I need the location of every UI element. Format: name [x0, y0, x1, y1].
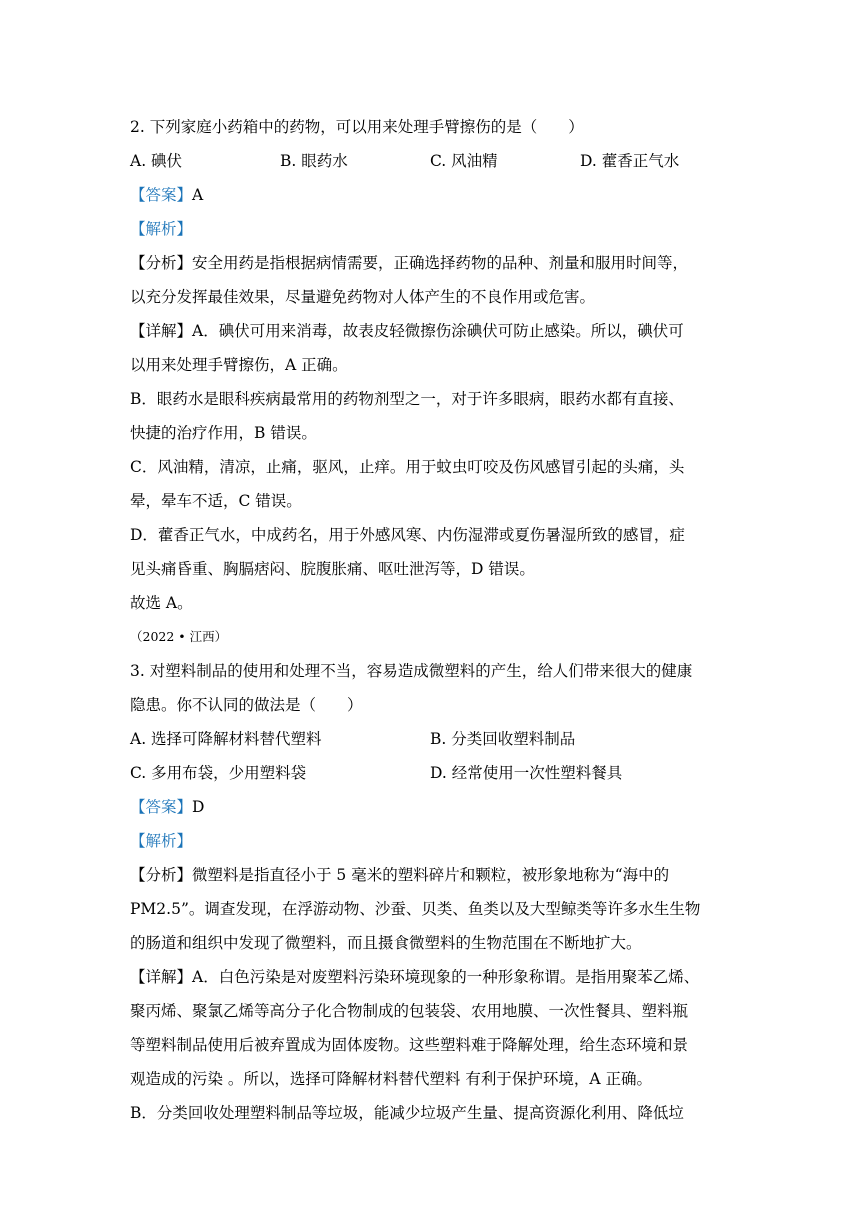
question-3-answer: [130, 790, 730, 824]
analysis-line: B．分类回收处理塑料制品等垃圾，能减少垃圾产生量、提高资源化利用、降低垃: [130, 1104, 684, 1122]
analysis-line: 快捷的治疗作用，B 错误。: [130, 424, 317, 442]
option-d: D. 藿香正气水: [580, 152, 680, 170]
question-3-options-row-2: [130, 756, 730, 790]
analysis-line: PM2.5”。调查发现，在浮游动物、沙蚕、贝类、鱼类以及大型鲸类等许多水生生物: [130, 900, 701, 918]
question-3-stem: 3. 对塑料制品的使用和处理不当，容易造成微塑料的产生，给人们带来很大的健康: [130, 662, 693, 680]
option-c: C. 风油精: [430, 152, 498, 170]
analysis-line: C．风油精，清凉，止痛，驱风，止痒。用于蚊虫叮咬及伤风感冒引起的头痛，头: [130, 458, 685, 476]
analysis-line: 观造成的污染 。所以，选择可降解材料替代塑料 有利于保护环境，A 正确。: [130, 1070, 652, 1088]
option-d: D. 经常使用一次性塑料餐具: [430, 764, 623, 782]
question-2-options: [130, 144, 730, 178]
answer-tag: 【答案】: [130, 186, 193, 204]
analysis-line: 【详解】A．碘伏可用来消毒，故表皮轻微擦伤涂碘伏可防止感染。所以，碘伏可: [130, 322, 684, 340]
option-b: B. 分类回收塑料制品: [430, 730, 576, 748]
question-3-options-row-1: [130, 722, 730, 756]
question-2-analysis-tag: 【解析】: [130, 220, 193, 238]
analysis-line: 晕，晕车不适，C 错误。: [130, 492, 302, 510]
analysis-line: 见头痛昏重、胸膈痞闷、脘腹胀痛、呕吐泄泻等，D 错误。: [130, 560, 535, 578]
analysis-line: 【详解】A．白色污染是对废塑料污染环境现象的一种形象称谓。是指用聚苯乙烯、: [130, 968, 700, 986]
option-c: C. 多用布袋，少用塑料袋: [130, 764, 307, 782]
analysis-line: 聚丙烯、聚氯乙烯等高分子化合物制成的包装袋、农用地膜、一次性餐具、塑料瓶: [130, 1002, 689, 1020]
document-page: [130, 110, 730, 1130]
question-3-source: （2022 • 江西）: [130, 629, 228, 644]
option-a: A. 选择可降解材料替代塑料: [130, 730, 322, 748]
analysis-line: 【分析】安全用药是指根据病情需要，正确选择药物的品种、剂量和服用时间等，: [130, 254, 689, 272]
answer-value: D: [192, 798, 205, 816]
answer-value: A: [192, 186, 204, 204]
question-3-analysis-tag: 【解析】: [130, 832, 193, 850]
analysis-line: B．眼药水是眼科疾病最常用的药物剂型之一，对于许多眼病，眼药水都有直接、: [130, 390, 684, 408]
analysis-line: 故选 A。: [130, 594, 193, 612]
analysis-line: D．藿香正气水，中成药名，用于外感风寒、内伤湿滞或夏伤暑湿所致的感冒，症: [130, 526, 685, 544]
question-3-stem: 隐患。你不认同的做法是（ ）: [130, 696, 363, 714]
analysis-line: 的肠道和组织中发现了微塑料，而且摄食微塑料的生物范围在不断地扩大。: [130, 934, 642, 952]
question-2-answer: [130, 178, 730, 212]
option-b: B. 眼药水: [280, 152, 348, 170]
answer-tag: 【答案】: [130, 798, 193, 816]
analysis-line: 【分析】微塑料是指直径小于 5 毫米的塑料碎片和颗粒，被形象地称为“海中的: [130, 866, 670, 884]
analysis-line: 等塑料制品使用后被弃置成为固体废物。这些塑料难于降解处理，给生态环境和景: [130, 1036, 689, 1054]
analysis-line: 以充分发挥最佳效果，尽量避免药物对人体产生的不良作用或危害。: [130, 288, 596, 306]
question-2-stem: 2. 下列家庭小药箱中的药物，可以用来处理手臂擦伤的是（ ）: [130, 118, 584, 136]
analysis-line: 以用来处理手臂擦伤，A 正确。: [130, 356, 348, 374]
option-a: A. 碘伏: [130, 152, 183, 170]
